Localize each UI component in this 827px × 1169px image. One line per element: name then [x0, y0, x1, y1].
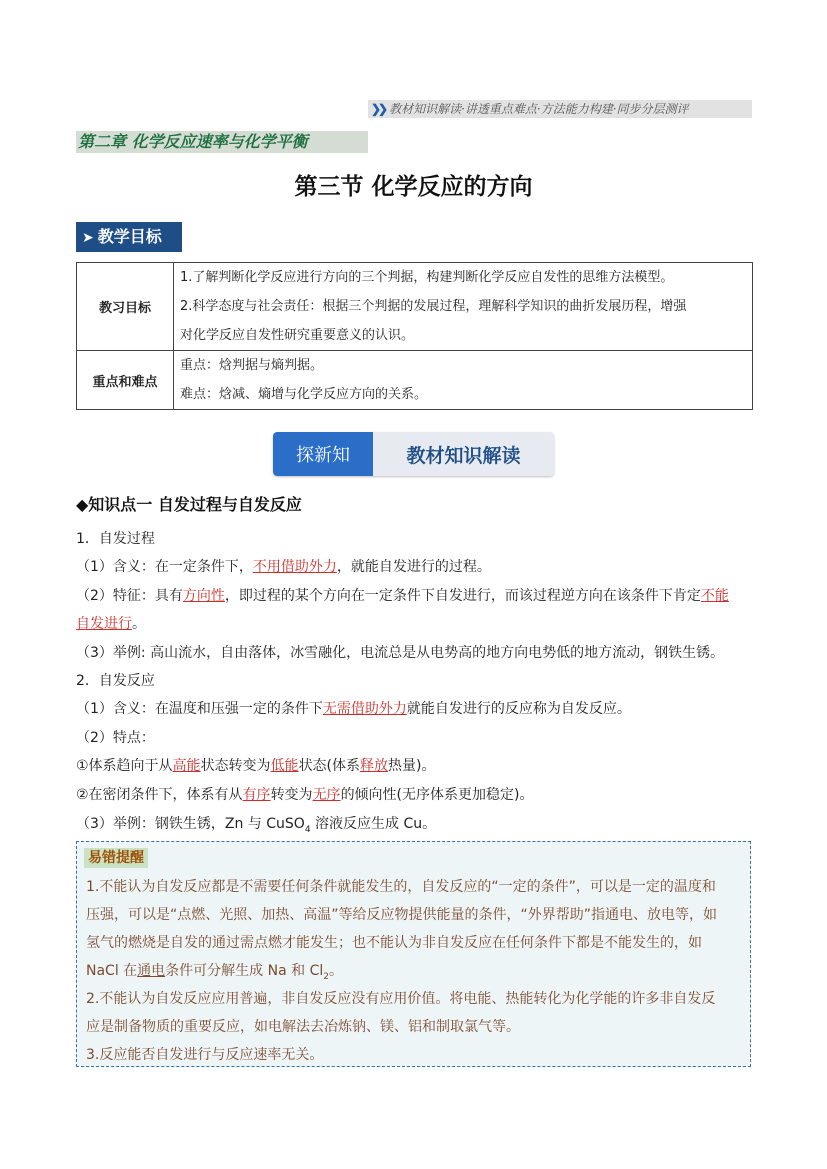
table-row [77, 351, 753, 410]
double-chevron-icon: ❯❯ [371, 102, 386, 116]
goals-banner-label: 教学目标 [97, 227, 162, 246]
tip-line: 应是制备物质的重要反应，如电解法去冶炼钠、镁、铝和制取氯气等。 [86, 1019, 520, 1035]
text-line [76, 784, 534, 804]
text: （2）特征：具有 [76, 588, 183, 604]
knowledge-point-title: ◆知识点一 自发过程与自发反应 [76, 495, 302, 514]
row-content [174, 351, 753, 410]
key-term: 方向性 [182, 588, 225, 604]
row-label: 教习目标 [77, 263, 174, 351]
header-strip [368, 100, 752, 118]
text: 的倾向性(无序体系更加稳定)。 [340, 787, 534, 803]
text: 就能自发进行的反应称为自发反应。 [406, 701, 631, 717]
text-line [76, 755, 436, 775]
tip-line: 压强，可以是“点燃、光照、加热、高温”等给反应物提供能量的条件，“外界帮助”指通电、放电等，如 [86, 907, 718, 923]
section-title: 第三节 化学反应的方向 [294, 174, 533, 200]
row-content [174, 263, 753, 351]
text: （1）含义：在温度和压强一定的条件下 [76, 701, 323, 717]
header-strip-text: 教材知识解读·讲透重点难点·方法能力构建·同步分层测评 [389, 102, 689, 116]
tip-line: 1.不能认为自发反应都是不需要任何条件就能发生的，自发反应的“一定的条件”，可以是一定的温度和 [86, 879, 716, 895]
content-line: 2.科学态度与社会责任：根据三个判据的发展过程，理解科学知识的曲折发展历程，增强 [180, 299, 687, 314]
text: ，即过程的某个方向在一定条件下自发进行，而该过程逆方向在该条件下肯定 [224, 588, 701, 604]
key-term: 通电 [137, 963, 166, 979]
content-line: 对化学反应自发性研究重要意义的认识。 [180, 328, 415, 343]
text: ①体系趋向于从 [76, 758, 173, 774]
arrow-right-icon: ➤ [82, 230, 94, 246]
key-term: 不能 [700, 588, 729, 604]
section-banner [273, 432, 554, 476]
key-term: 高能 [172, 758, 201, 774]
text: NaCl 在 [86, 963, 138, 979]
content-line: 1.了解判断化学反应进行方向的三个判据，构建判断化学反应自发性的思维方法模型。 [180, 270, 674, 285]
text-line [76, 585, 729, 605]
table-row [77, 263, 753, 351]
text: 条件可分解生成 Na 和 Cl [165, 963, 324, 979]
chapter-title: 第二章 化学反应速率与化学平衡 [76, 131, 368, 153]
key-term: 释放 [360, 758, 389, 774]
text: 。 [328, 963, 343, 979]
tip-line: 3.反应能否自发进行与反应速率无关。 [86, 1047, 324, 1063]
subscript: 4 [304, 824, 311, 835]
subsection-heading: 1．自发过程 [76, 531, 155, 547]
text-line [76, 556, 491, 576]
content-line: 难点：焓减、熵增与化学反应方向的关系。 [180, 387, 428, 402]
text: 溶液反应生成 Cu。 [310, 816, 437, 832]
text-line [76, 613, 146, 633]
key-term: 不用借助外力 [252, 559, 337, 575]
content-line: 重点：焓判据与熵判据。 [180, 358, 324, 373]
tip-line [86, 960, 343, 982]
objectives-table [76, 262, 753, 410]
tip-line: 2.不能认为自发反应应用普遍，非自发反应没有应用价值。将电能、热能转化为化学能的许多非自发反 [86, 991, 716, 1007]
banner-left-label: 探新知 [273, 432, 373, 476]
banner-right-label: 教材知识解读 [373, 432, 554, 476]
text: 热量)。 [388, 758, 436, 774]
text: （3）举例：钢铁生锈，Zn 与 CuSO [76, 816, 305, 832]
tip-line: 氢气的燃烧是自发的通过需点燃才能发生；也不能认为非自发反应在任何条件下都是不能发生的，如 [86, 935, 702, 951]
text-line: （2）特点： [76, 730, 155, 746]
text: ，就能自发进行的过程。 [336, 559, 491, 575]
text-line: （3）举例: 高山流水，自由落体，冰雪融化，电流总是从电势高的地方向电势低的地方流动，钢铁生锈。 [76, 645, 725, 661]
row-label: 重点和难点 [77, 351, 174, 410]
text: ②在密闭条件下，体系有从 [76, 787, 243, 803]
key-term: 无需借助外力 [322, 701, 407, 717]
text: 转变为 [270, 787, 313, 803]
key-term: 无序 [312, 787, 341, 803]
goals-banner [76, 222, 182, 252]
text: 状态(体系 [298, 758, 361, 774]
key-term: 低能 [270, 758, 299, 774]
text: （1）含义：在一定条件下， [76, 559, 253, 575]
subscript: 2 [323, 971, 329, 982]
key-term: 自发进行 [76, 616, 132, 632]
text: 。 [132, 616, 146, 632]
text-line [76, 813, 436, 835]
tips-title: 易错提醒 [84, 848, 148, 868]
text-line [76, 698, 631, 718]
key-term: 有序 [242, 787, 271, 803]
text: 状态转变为 [200, 758, 271, 774]
subsection-heading: 2．自发反应 [76, 673, 155, 689]
